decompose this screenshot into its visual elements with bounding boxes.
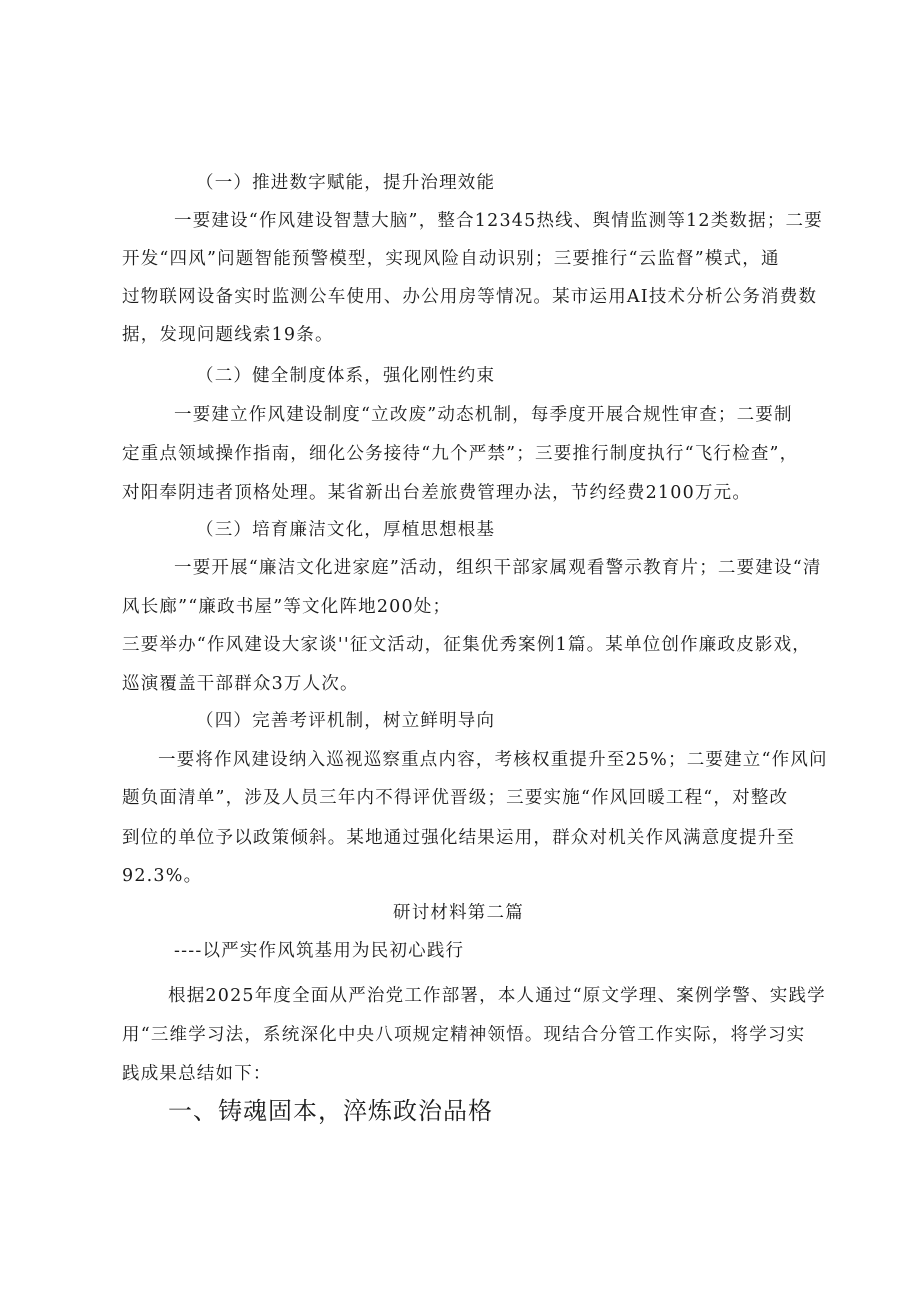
paragraph-line: 一要建设“作风建设智慧大脑”，整合12345热线、舆情监测等12类数据；二要 [174, 211, 823, 231]
paragraph-line: 用“三维学习法，系统深化中央八项规定精神领悟。现结合分管工作实际，将学习实 [122, 1025, 806, 1045]
paragraph-line: 92.3%。 [122, 866, 203, 886]
paragraph-line: 过物联网设备实时监测公车使用、办公用房等情况。某市运用AI技术分析公务消费数 [122, 287, 818, 307]
paragraph-line: 定重点领域操作指南，细化公务接待“九个严禁”；三要推行制度执行“飞行检查”， [122, 444, 799, 464]
document-title: 研讨材料第二篇 [393, 903, 524, 923]
document-subtitle: ----以严实作风筑基用为民初心践行 [174, 941, 465, 961]
paragraph-line: 题负面清单”，涉及人员三年内不得评优晋级；三要实施“作风回暖工程“，对整改 [122, 788, 789, 808]
paragraph-line: 风长廊”“廉政书屋”等文化阵地200处； [122, 597, 452, 617]
paragraph-line: 开发“四风”问题智能预警模型，实现风险自动识别；三要推行“云监督”模式，通 [122, 249, 780, 269]
paragraph-line: 一要开展“廉洁文化进家庭”活动，组织干部家属观看警示教育片；二要建设“清 [174, 558, 822, 578]
section-title: （二）健全制度体系，强化刚性约束 [196, 366, 496, 386]
paragraph-line: 对阳奉阴违者顶格处理。某省新出台差旅费管理办法，节约经费2100万元。 [122, 483, 752, 503]
paragraph-line: 到位的单位予以政策倾斜。某地通过强化结果运用，群众对机关作风满意度提升至 [122, 828, 796, 848]
section-title: （四）完善考评机制，树立鲜明导向 [196, 711, 496, 731]
paragraph-line: 践成果总结如下： [122, 1064, 272, 1084]
section-title: （三）培育廉洁文化，厚植思想根基 [196, 520, 496, 540]
paragraph-line: 根据2025年度全面从严治党工作部署，本人通过“原文学理、案例学警、实践学 [168, 986, 826, 1006]
part-heading: 一、铸魂固本，淬炼政治品格 [168, 1097, 493, 1125]
paragraph-line: 巡演覆盖干部群众3万人次。 [122, 674, 359, 694]
section-title: （一）推进数字赋能，提升治理效能 [196, 173, 496, 193]
paragraph-line: 据，发现问题线索19条。 [122, 325, 334, 345]
paragraph-line: 一要将作风建设纳入巡视巡察重点内容，考核权重提升至25%；二要建立“作风问 [158, 750, 828, 770]
paragraph-line: 一要建立作风建设制度“立改废”动态机制，每季度开展合规性审查；二要制 [174, 405, 793, 425]
paragraph-line: 三要举办“作风建设大家谈''征文活动，征集优秀案例1篇。某单位创作廉政皮影戏， [122, 635, 811, 655]
